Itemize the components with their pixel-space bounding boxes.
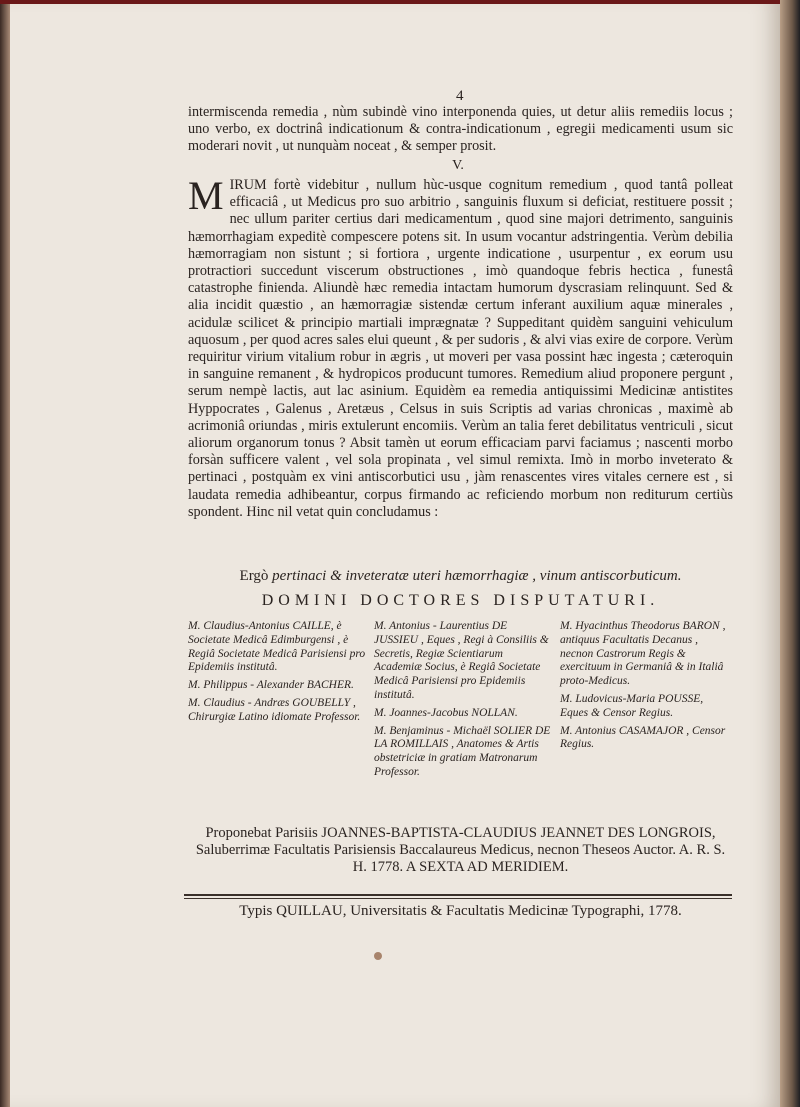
doctors-column-1	[188, 620, 366, 729]
printer-imprint: Typis QUILLAU, Universitatis & Facultatis Medicinæ Typographi, 1778.	[239, 903, 682, 919]
divider-rule	[184, 898, 732, 899]
doctor-entry: M. Ludovicus-Maria POUSSE, Eques & Censor Regius.	[560, 692, 704, 719]
doctors-column-2	[374, 620, 552, 784]
disputaturi-heading: DOMINI DOCTORES DISPUTATURI.	[261, 592, 660, 609]
page-top-edge	[0, 0, 800, 4]
main-paragraph	[188, 173, 733, 521]
page-number: 4	[456, 88, 464, 104]
doctor-entry: M. Joannes-Jacobus NOLLAN.	[374, 706, 518, 719]
divider-rule	[184, 894, 732, 896]
doctor-entry: M. Philippus - Alexander BACHER.	[188, 679, 354, 692]
doctor-entry: M. Antonius - Laurentius DE JUSSIEU , Eques , Regi à Consiliis & Secretis, Regiæ Scientiarum Academiæ Socius, è Regiâ Societate Medicâ Parisiensi pro Epidemiis institutâ.	[374, 620, 549, 701]
doctor-entry: M. Benjaminus - Michaël SOLIER DE LA ROMILLAIS , Anatomes & Artis obstetriciæ in gratiam Matronarum Professor.	[374, 724, 551, 778]
doctor-entry: M. Antonius CASAMAJOR , Censor Regius.	[560, 724, 726, 751]
drop-cap: M	[188, 173, 224, 218]
ink-spot	[374, 952, 382, 960]
doctor-entry: M. Claudius-Antonius CAILLE, è Societate Medicâ Edimburgensi , è Regiâ Societate Medicâ Parisiensi pro Epidemiis institutâ.	[188, 620, 366, 674]
intro-paragraph: intermiscenda remedia , nùm subindè vino interponenda quies, ut detur aliis remediis locus ; uno verbo, ex doctrinâ indicationum & contra-indicationum , egregii medicamenti usum sic moderari novit , ut nunquàm noceat , & semper prosit.	[188, 104, 733, 155]
conclusion-line	[188, 568, 733, 585]
doctor-entry: M. Hyacinthus Theodorus BARON , antiquus Facultatis Decanus , necnon Castrorum Regis & exercituum in Germaniâ & in Italiâ proto-Medicus.	[560, 620, 726, 688]
main-paragraph-text: IRUM fortè videbitur , nullum hùc-usque cognitum remedium , quod tantâ polleat efficaciâ , ut Medicus pro suo arbitrio , sanguinis fluxum si deficiat, restituere possit ; nec ullum pariter certius dari medicamentum , quod sine majori detrimento, sanguinis hæmorrhagiam expeditè compescere potens sit. In usum vocantur adstringentia. Verùm debilia hæmorragiam non sistunt ; si fortiora , urgente indicatione , usurpentur , ex eorum usu protractiori succedunt viscerum obstructiones , imò quandoque febris hectica , funestâ catastrophe finienda. Aliundè hæc remedia intactam humorum dyscrasiam relinquunt. Sed & alia incidit quæstio , an hæmorragiæ sistendæ certum inferant auxilium aquæ minerales , acidulæ scilicet & principio martiali imprægnatæ ? Suppeditant quidèm sanguini vehiculum aquosum , per quod acres sales elui queunt , & per sudoris , & alvi vias exire de corpore. Verùm requiritur virium vitalium robur in ægris , ut moveri per vasa possint hæc ingesta ; cæteroquin in sanguine remanent , & hydropicos producunt tumores. Remedium aliud proponere pergunt , serum nempè lactis, aut lac asinium. Equidèm ea remedia antiquissimi Medicinæ antistites Hyppocrates , Galenus , Aretæus , Celsus in suis Scriptis ad varias chronicas , maximè ab acrimoniâ oriundas , miris extulerunt encomiis. Verùm an talia feret debilitatus ventriculi , sicut aliorum organorum tonus ? Absit tamèn ut eorum efficaciam parvi faciamus ; nascenti morbo forsàn sufficere valent , vel sola propinata , vel simul remixta. Imò in morbo inveterato & pertinaci , postquàm ex vini antiscorbutici usu , jàm renascentes vires vitales cernere est , si laudata remedia adhibeantur, corpus firmando ac reficiendo morbum non rediturum certiùs spondent. Hinc nil vetat quin concludamus :	[188, 177, 733, 520]
section-number: V.	[452, 158, 464, 173]
proponebat-block: Proponebat Parisiis JOANNES-BAPTISTA-CLAUDIUS JEANNET DES LONGROIS, Saluberrimæ Facultatis Parisiensis Baccalaureus Medicus, necnon Theseos Auctor. A. R. S. H. 1778. A SEXTA AD MERIDIEM.	[195, 825, 726, 875]
doctor-entry: M. Claudius - Andræs GOUBELLY , Chirurgiæ Latino idiomate Professor.	[188, 696, 361, 723]
doctors-column-3	[560, 620, 734, 756]
ergo-text: pertinaci & inveteratæ uteri hæmorrhagiæ , vinum antiscorbuticum.	[272, 568, 682, 584]
ergo-prefix: Ergò	[239, 568, 269, 584]
